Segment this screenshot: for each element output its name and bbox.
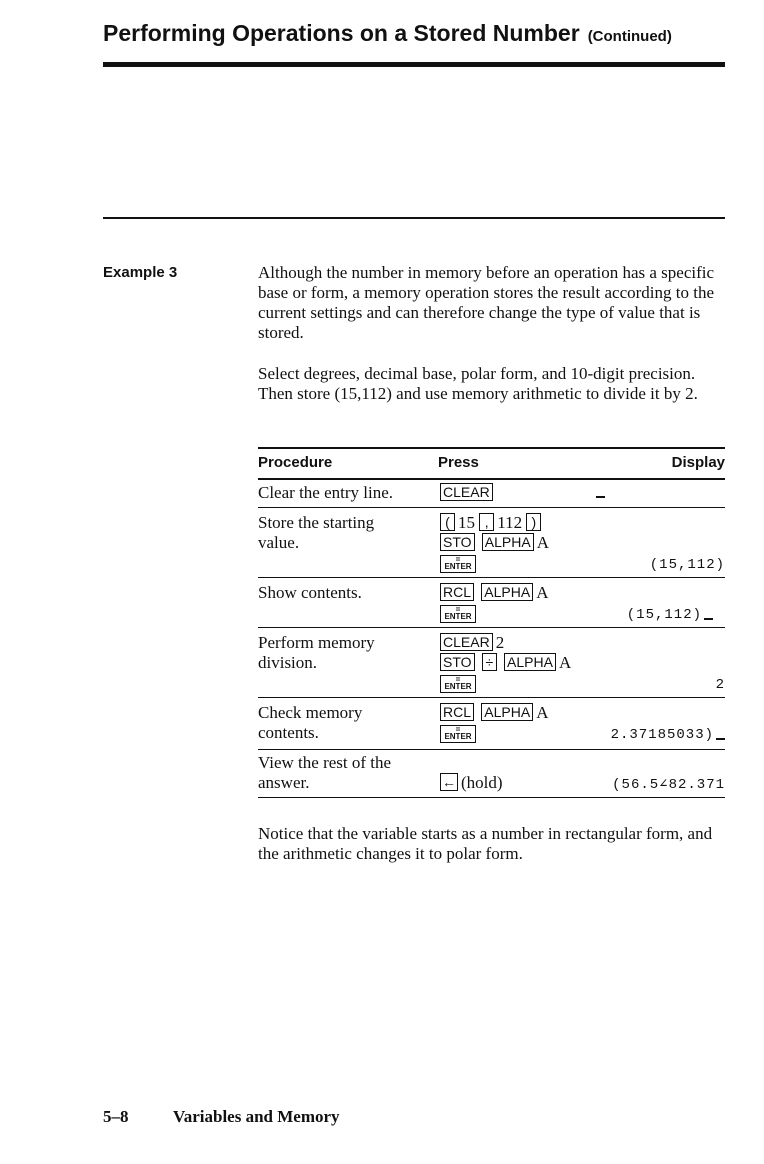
section-rule [103, 217, 725, 219]
enter-key [440, 675, 476, 693]
row2-press-line1 [440, 513, 544, 533]
left-paren-key: ( [440, 513, 455, 531]
row4-procedure-line1: Perform memory [258, 633, 375, 652]
row4-press-line1 [440, 633, 504, 653]
enter-key [440, 605, 476, 623]
enter-key-label: ENTER [444, 732, 472, 741]
cursor-icon [596, 486, 605, 498]
variable-a: A [536, 583, 549, 602]
variable-a: A [536, 533, 549, 552]
row5-press-line2 [440, 725, 476, 748]
enter-key-label: ENTER [444, 562, 472, 571]
row-divider [258, 507, 725, 508]
row-divider [258, 627, 725, 628]
note-paragraph: Notice that the variable starts as a number in rectangular form, and the arithmetic changes it to polar form. [258, 824, 713, 863]
row3-press-line2 [440, 605, 476, 628]
row3-press-line1 [440, 583, 548, 603]
row3-display [627, 605, 713, 625]
row2-procedure-line2: value. [258, 533, 300, 552]
example-paragraph-1: Although the number in memory before an operation has a specific base or form, a memory operation stores the result according to the current settings and can therefore change the type of value that is stored. [258, 263, 715, 342]
header-rule [103, 62, 725, 67]
row3-procedure: Show contents. [258, 583, 362, 602]
header-display: Display [671, 454, 725, 471]
enter-key [440, 555, 476, 573]
row6-display: (56.5∠82.371 [612, 777, 725, 793]
enter-key-label: ENTER [444, 612, 472, 621]
row4-procedure-line2: division. [258, 653, 318, 672]
page-title [103, 20, 672, 47]
enter-key-label: ENTER [444, 682, 472, 691]
row-divider [258, 749, 725, 750]
row5-display [611, 725, 725, 745]
divide-key: ÷ [482, 653, 497, 671]
row4-display: 2 [715, 677, 725, 693]
alpha-key: ALPHA [481, 703, 533, 721]
row5-display-value: 2.37185033) [610, 727, 714, 743]
left-arrow-key: ← [442, 774, 456, 790]
enter-key-symbol: = [455, 725, 461, 734]
example-label: Example 3 [103, 264, 178, 281]
hold-label: (hold) [461, 773, 503, 792]
header-procedure: Procedure [258, 454, 333, 471]
row5-procedure-line1: Check memory [258, 703, 363, 722]
row2-press-line2 [440, 533, 549, 553]
comma-key: , [479, 513, 494, 531]
right-paren-key: ) [526, 513, 541, 531]
sto-key: STO [440, 533, 475, 551]
table-bottom-rule [258, 797, 725, 798]
cursor-icon [716, 728, 725, 740]
cursor-icon [704, 608, 713, 620]
header-press: Press [438, 454, 479, 471]
row6-press [440, 773, 503, 793]
page-title-text: Performing Operations on a Stored Number [103, 20, 580, 46]
row5-procedure-line2: contents. [258, 723, 319, 742]
variable-a: A [558, 653, 572, 672]
number-112: 112 [497, 513, 523, 532]
enter-key-symbol: = [455, 555, 461, 564]
table-top-rule [258, 447, 725, 449]
row1-display [594, 483, 605, 503]
enter-key [440, 725, 476, 743]
alpha-key: ALPHA [482, 533, 534, 551]
example-paragraph-2: Select degrees, decimal base, polar form, and 10-digit precision. Then store (15,112) and use memory arithmetic to divide it by 2. [258, 364, 698, 403]
number-2: 2 [495, 633, 505, 652]
enter-key-symbol: = [455, 605, 461, 614]
sto-key: STO [440, 653, 475, 671]
row2-display: (15,112) [649, 557, 725, 573]
row4-press-line3 [440, 675, 476, 698]
row3-display-value: (15,112) [626, 607, 702, 623]
page-number: 5–8 [103, 1107, 129, 1126]
row6-procedure-line1: View the rest of the [258, 753, 392, 772]
chapter-title: Variables and Memory [173, 1107, 340, 1126]
row-divider [258, 697, 725, 698]
alpha-key: ALPHA [481, 583, 533, 601]
table-header-rule [258, 478, 725, 480]
enter-key-symbol: = [455, 675, 461, 684]
page-footer [103, 1107, 340, 1127]
continued-label: (Continued) [587, 28, 672, 45]
row5-press-line1 [440, 703, 548, 723]
row-divider [258, 577, 725, 578]
row2-procedure-line1: Store the starting [258, 513, 375, 532]
row1-procedure: Clear the entry line. [258, 483, 394, 502]
alpha-key: ALPHA [504, 653, 556, 671]
row4-press-line2 [440, 653, 571, 673]
variable-a: A [536, 703, 549, 722]
row1-press [440, 483, 496, 503]
rcl-key: RCL [440, 583, 474, 601]
clear-key: CLEAR [440, 483, 493, 501]
number-15: 15 [458, 513, 475, 532]
row2-press-line3 [440, 555, 476, 578]
clear-key: CLEAR [440, 633, 493, 651]
row6-procedure-line2: answer. [258, 773, 310, 792]
rcl-key: RCL [440, 703, 474, 721]
